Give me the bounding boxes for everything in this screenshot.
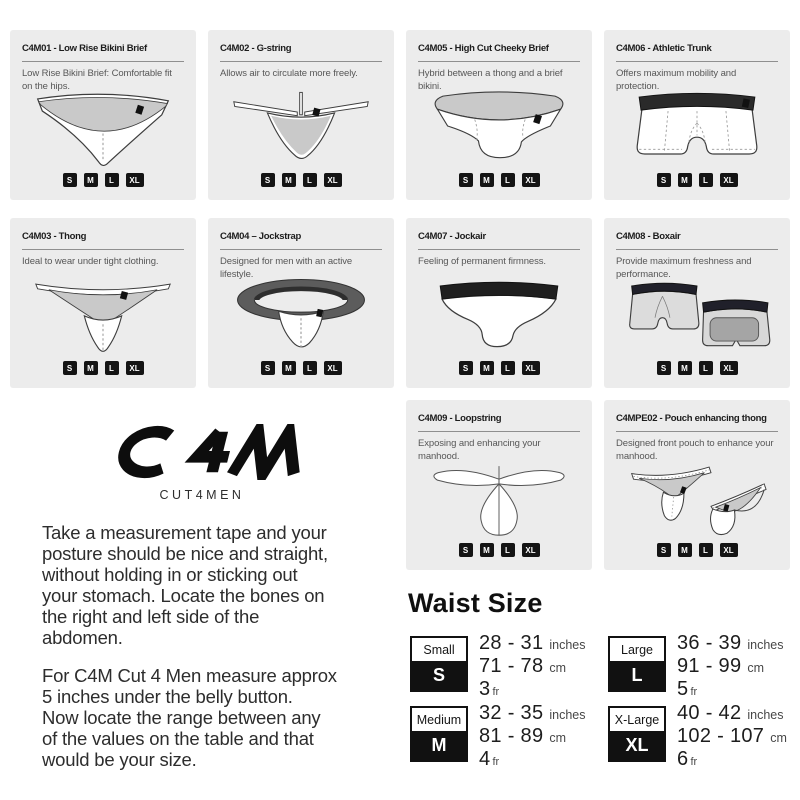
product-description: Exposing and enhancing your manhood.	[418, 438, 541, 462]
inches-range: 28 - 31	[479, 632, 544, 654]
inches-unit: inches	[549, 708, 586, 722]
fr-unit: fr	[492, 756, 500, 768]
size-button-s[interactable]: S	[459, 543, 473, 557]
title-divider	[22, 61, 184, 62]
product-description: Low Rise Bikini Brief: Comfortable fit on the hips.	[22, 68, 172, 92]
product-description: Ideal to wear under tight clothing.	[22, 256, 159, 267]
size-button-s[interactable]: S	[63, 361, 77, 375]
fr-unit: fr	[492, 686, 500, 698]
size-options	[604, 173, 790, 187]
size-button-l[interactable]: L	[501, 173, 515, 187]
cm-range: 91 - 99	[677, 655, 742, 677]
title-divider	[418, 431, 580, 432]
instruction-line: 5 inches under the belly button.	[42, 686, 293, 707]
instruction-line: the right and left side of the	[42, 606, 260, 627]
product-title: C4MPE02 - Pouch enhancing thong	[616, 413, 767, 424]
title-divider	[22, 249, 184, 250]
product-card-c4m09	[406, 400, 592, 570]
size-button-m[interactable]: M	[282, 361, 296, 375]
boxair-illustration	[604, 272, 790, 356]
size-button-l[interactable]: L	[699, 543, 713, 557]
product-card-c4m02	[208, 30, 394, 200]
size-button-l[interactable]: L	[105, 361, 119, 375]
size-options	[10, 173, 196, 187]
size-entry-medium	[410, 702, 586, 773]
cm-range: 102 - 107	[677, 725, 765, 747]
size-button-l[interactable]: L	[105, 173, 119, 187]
title-divider	[616, 61, 778, 62]
jockstrap-illustration	[208, 272, 394, 356]
c4m-logo-icon	[96, 424, 308, 480]
inches-unit: inches	[747, 638, 784, 652]
instruction-line: Take a measurement tape and your	[42, 522, 327, 543]
product-card-c4m05	[406, 30, 592, 200]
product-card-c4mpe02	[604, 400, 790, 570]
size-button-m[interactable]: M	[480, 543, 494, 557]
brand-logo	[88, 424, 316, 502]
size-box-medium	[410, 706, 468, 762]
product-description: Hybrid between a thong and a brief bikini.	[418, 68, 563, 92]
low-rise-bikini-brief-illustration	[10, 84, 196, 168]
size-entry-small	[410, 632, 586, 703]
inches-unit: inches	[747, 708, 784, 722]
size-button-s[interactable]: S	[63, 173, 77, 187]
instruction-line: posture should be nice and straight,	[42, 543, 328, 564]
instruction-line: would be your size.	[42, 749, 197, 770]
brand-wordmark: CUT4MEN	[159, 488, 245, 502]
size-values	[677, 633, 784, 703]
size-values	[479, 703, 586, 773]
size-button-l[interactable]: L	[501, 361, 515, 375]
size-button-m[interactable]: M	[84, 361, 98, 375]
title-divider	[220, 61, 382, 62]
cm-unit: cm	[549, 661, 567, 675]
product-description: Allows air to circulate more freely.	[220, 68, 358, 79]
size-button-s[interactable]: S	[459, 173, 473, 187]
size-options	[406, 543, 592, 557]
product-title: C4M08 - Boxair	[616, 231, 681, 242]
size-values	[677, 703, 787, 773]
size-button-s[interactable]: S	[459, 361, 473, 375]
instruction-paragraph-1	[42, 522, 337, 648]
inches-range: 32 - 35	[479, 702, 544, 724]
product-description: Designed for men with an active lifestyle.	[220, 256, 353, 280]
product-title: C4M07 - Jockair	[418, 231, 486, 242]
size-options	[604, 361, 790, 375]
instruction-paragraph-2	[42, 665, 337, 770]
title-divider	[616, 249, 778, 250]
product-card-c4m08	[604, 218, 790, 388]
size-button-xl[interactable]: XL	[720, 543, 738, 557]
g-string-illustration	[208, 84, 394, 168]
size-button-s[interactable]: S	[657, 361, 671, 375]
size-box-large	[608, 636, 666, 692]
size-button-xl[interactable]: XL	[324, 361, 342, 375]
size-options	[604, 543, 790, 557]
size-button-xl[interactable]: XL	[126, 361, 144, 375]
size-button-l[interactable]: L	[501, 543, 515, 557]
cm-unit: cm	[747, 661, 765, 675]
fr-unit: fr	[690, 756, 698, 768]
product-description: Designed front pouch to enhance your manhood.	[616, 438, 774, 462]
size-button-m[interactable]: M	[282, 173, 296, 187]
title-divider	[616, 431, 778, 432]
product-title: C4M03 - Thong	[22, 231, 87, 242]
size-name: Large	[621, 642, 653, 657]
product-description: Feeling of permanent firmness.	[418, 256, 546, 267]
size-button-xl[interactable]: XL	[720, 173, 738, 187]
waist-size-heading: Waist Size	[408, 588, 543, 618]
instruction-line: abdomen.	[42, 627, 123, 648]
title-divider	[220, 249, 382, 250]
size-abbr: M	[412, 731, 466, 760]
size-entry-large	[608, 632, 784, 703]
size-button-xl[interactable]: XL	[522, 361, 540, 375]
size-button-m[interactable]: M	[480, 173, 494, 187]
size-button-m[interactable]: M	[678, 173, 692, 187]
product-card-c4m07	[406, 218, 592, 388]
product-card-c4m06	[604, 30, 790, 200]
jockair-illustration	[406, 272, 592, 356]
inches-range: 40 - 42	[677, 702, 742, 724]
size-button-m[interactable]: M	[678, 361, 692, 375]
fr-size: 6	[677, 748, 689, 770]
size-values	[479, 633, 586, 703]
product-title: C4M06 - Athletic Trunk	[616, 43, 712, 54]
size-name: Small	[423, 642, 455, 657]
loopstring-illustration	[406, 454, 592, 538]
cm-unit: cm	[549, 731, 567, 745]
size-button-l[interactable]: L	[699, 361, 713, 375]
high-cut-cheeky-brief-illustration	[406, 84, 592, 168]
size-button-l[interactable]: L	[303, 173, 317, 187]
cm-unit: cm	[770, 731, 787, 745]
size-button-l[interactable]: L	[303, 361, 317, 375]
thong-illustration	[10, 272, 196, 356]
athletic-trunk-illustration	[604, 84, 790, 168]
size-abbr: XL	[610, 731, 664, 760]
product-card-c4m03	[10, 218, 196, 388]
size-entry-xlarge	[608, 702, 787, 773]
size-box-small	[410, 636, 468, 692]
product-card-c4m01	[10, 30, 196, 200]
instruction-line: Now locate the range between any	[42, 707, 321, 728]
cm-range: 71 - 78	[479, 655, 544, 677]
instruction-line: your stomach. Locate the bones on	[42, 585, 325, 606]
cm-range: 81 - 89	[479, 725, 544, 747]
product-title: C4M02 - G-string	[220, 43, 292, 54]
size-name: X-Large	[614, 712, 660, 727]
size-button-s[interactable]: S	[261, 361, 275, 375]
product-title: C4M04 – Jockstrap	[220, 231, 301, 242]
product-description: Provide maximum freshness and performance.	[616, 256, 752, 280]
size-button-xl[interactable]: XL	[522, 173, 540, 187]
product-description: Offers maximum mobility and protection.	[616, 68, 737, 92]
title-divider	[418, 249, 580, 250]
fr-size: 3	[479, 678, 491, 700]
product-title: C4M05 - High Cut Cheeky Brief	[418, 43, 549, 54]
size-button-s[interactable]: S	[657, 543, 671, 557]
size-box-xlarge	[608, 706, 666, 762]
product-title: C4M09 - Loopstring	[418, 413, 502, 424]
product-title: C4M01 - Low Rise Bikini Brief	[22, 43, 147, 54]
size-options	[208, 173, 394, 187]
title-divider	[418, 61, 580, 62]
instruction-line: without holding in or sticking out	[42, 564, 298, 585]
size-button-s[interactable]: S	[261, 173, 275, 187]
size-abbr: L	[610, 661, 664, 690]
pouch-enhancing-thong-illustration	[604, 454, 790, 538]
size-options	[208, 361, 394, 375]
size-button-xl[interactable]: XL	[126, 173, 144, 187]
fr-size: 4	[479, 748, 491, 770]
size-button-m[interactable]: M	[84, 173, 98, 187]
inches-unit: inches	[549, 638, 586, 652]
fr-unit: fr	[690, 686, 698, 698]
inches-range: 36 - 39	[677, 632, 742, 654]
size-button-xl[interactable]: XL	[324, 173, 342, 187]
size-button-m[interactable]: M	[480, 361, 494, 375]
instruction-line: of the values on the table and that	[42, 728, 314, 749]
size-button-xl[interactable]: XL	[720, 361, 738, 375]
size-abbr: S	[412, 661, 466, 690]
size-options	[406, 173, 592, 187]
size-button-xl[interactable]: XL	[522, 543, 540, 557]
size-button-l[interactable]: L	[699, 173, 713, 187]
fr-size: 5	[677, 678, 689, 700]
instruction-line: For C4M Cut 4 Men measure approx	[42, 665, 337, 686]
product-card-c4m04	[208, 218, 394, 388]
size-options	[10, 361, 196, 375]
measurement-instructions	[42, 522, 337, 787]
size-name: Medium	[416, 712, 462, 727]
size-button-m[interactable]: M	[678, 543, 692, 557]
size-options	[406, 361, 592, 375]
size-button-s[interactable]: S	[657, 173, 671, 187]
